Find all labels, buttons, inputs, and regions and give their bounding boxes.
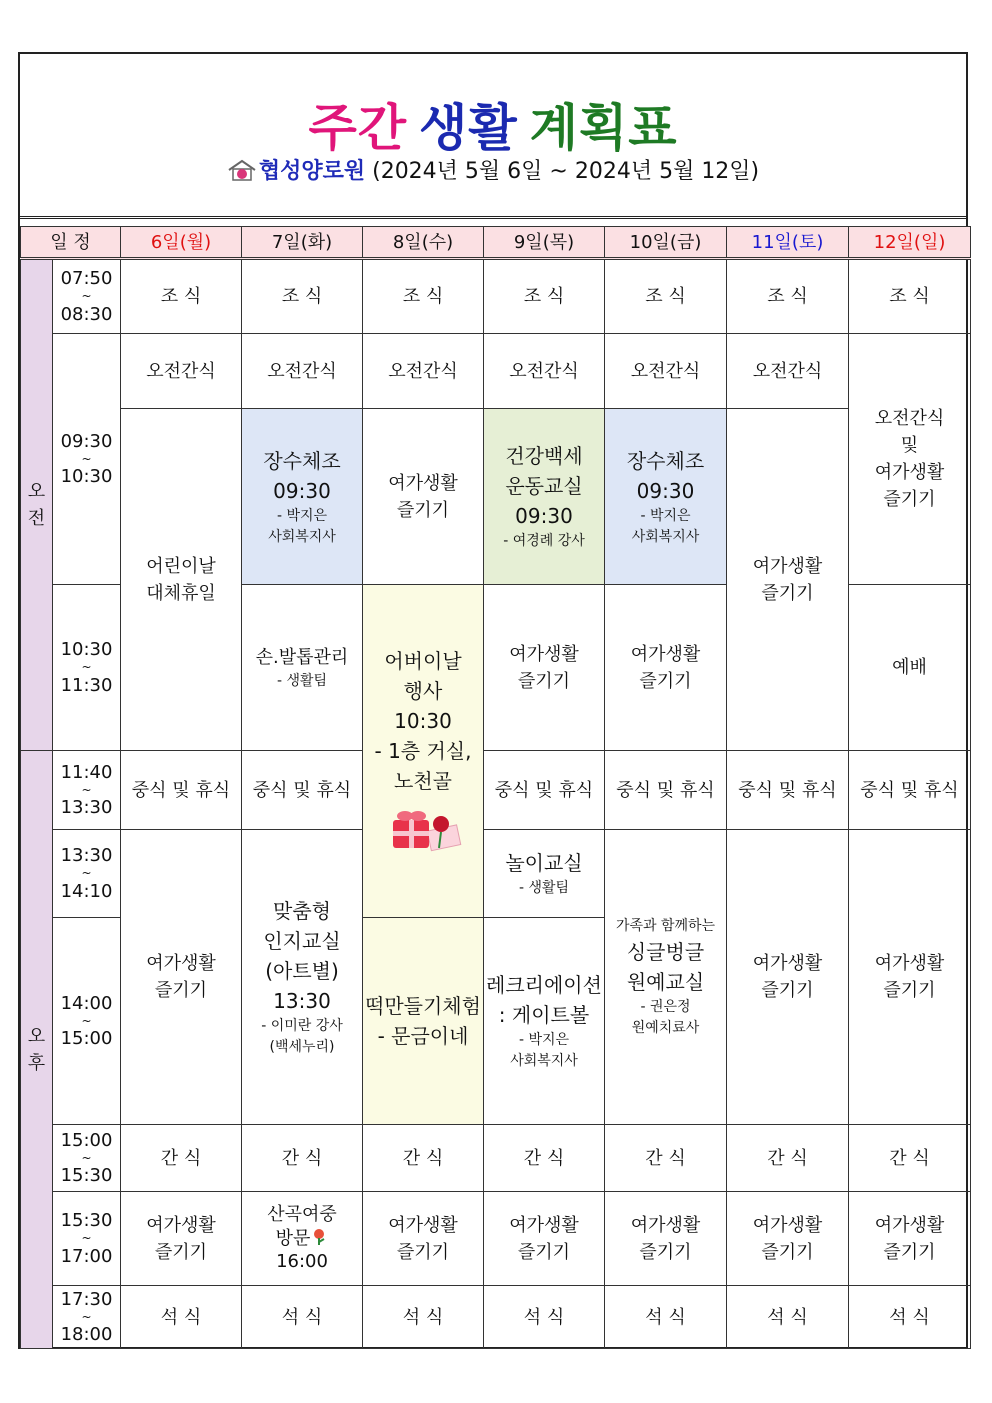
- day-fri: 10일(금): [605, 227, 727, 259]
- pm-snack-fri: 간 식: [605, 1125, 727, 1192]
- lunch-sat: 중식 및 휴식: [727, 751, 849, 830]
- am-snack-sat: 오전간식: [727, 334, 849, 409]
- leisure-mon-eve: 여가생활 즐기기: [121, 1192, 242, 1286]
- holiday-mon: 어린이날 대체휴일: [121, 409, 242, 751]
- breakfast-thu: 조 식: [484, 259, 605, 334]
- time-slot-5: 13:30 ~ 14:10: [53, 830, 121, 918]
- play-class-thu: 놀이교실 - 생활팀: [484, 830, 605, 918]
- time-slot-2: 09:30 ~ 10:30: [53, 334, 121, 585]
- breakfast-wed: 조 식: [363, 259, 484, 334]
- dinner-fri: 석 식: [605, 1286, 727, 1349]
- dinner-thu: 석 식: [484, 1286, 605, 1349]
- leisure-sun-pm: 여가생활 즐기기: [849, 830, 971, 1125]
- lunch-tue: 중식 및 휴식: [242, 751, 363, 830]
- nail-care-tue: 손.발톱관리 - 생활팀: [242, 585, 363, 751]
- dinner-sat: 석 식: [727, 1286, 849, 1349]
- day-sat: 11일(토): [727, 227, 849, 259]
- time-slot-9: 17:30 ~ 18:00: [53, 1286, 121, 1349]
- recreation-thu: 레크리에이션 : 게이트볼 - 박지은 사회복지사: [484, 918, 605, 1125]
- leisure-thu-eve: 여가생활 즐기기: [484, 1192, 605, 1286]
- leisure-sat-eve: 여가생활 즐기기: [727, 1192, 849, 1286]
- pm-snack-sat: 간 식: [727, 1125, 849, 1192]
- day-wed: 8일(수): [363, 227, 484, 259]
- lunch-sun: 중식 및 휴식: [849, 751, 971, 830]
- day-mon: 6일(월): [121, 227, 242, 259]
- time-slot-8: 15:30 ~ 17:00: [53, 1192, 121, 1286]
- title-area: [20, 54, 966, 219]
- pm-snack-wed: 간 식: [363, 1125, 484, 1192]
- school-visit-tue: 산곡여중 방문 16:00: [242, 1192, 363, 1286]
- period-range: (2024년 5월 6일 ~ 2024년 5월 12일): [372, 159, 760, 184]
- leisure-fri-am: 여가생활 즐기기: [605, 585, 727, 751]
- dinner-sun: 석 식: [849, 1286, 971, 1349]
- org-name: 협성양로원: [258, 159, 366, 184]
- lunch-thu: 중식 및 휴식: [484, 751, 605, 830]
- dinner-wed: 석 식: [363, 1286, 484, 1349]
- lunch-fri: 중식 및 휴식: [605, 751, 727, 830]
- lunch-mon: 중식 및 휴식: [121, 751, 242, 830]
- am-snack-thu: 오전간식: [484, 334, 605, 409]
- pm-snack-thu: 간 식: [484, 1125, 605, 1192]
- worship-sun: 예배: [849, 585, 971, 751]
- rice-cake-wed: 떡만들기체험 - 문금이네: [363, 918, 484, 1125]
- leisure-fri-eve: 여가생활 즐기기: [605, 1192, 727, 1286]
- flower-icon: [310, 1228, 328, 1246]
- day-tue: 7일(화): [242, 227, 363, 259]
- period-am: 오 전: [21, 259, 53, 751]
- pm-snack-tue: 간 식: [242, 1125, 363, 1192]
- home-heart-icon: [227, 159, 257, 181]
- time-slot-6: 14:00 ~ 15:00: [53, 918, 121, 1125]
- header-label: 일 정: [21, 227, 121, 259]
- leisure-wed-am: 여가생활 즐기기: [363, 409, 484, 585]
- pm-snack-sun: 간 식: [849, 1125, 971, 1192]
- am-snack-wed: 오전간식: [363, 334, 484, 409]
- header-row: [21, 227, 971, 259]
- leisure-sat-pm: 여가생활 즐기기: [727, 830, 849, 1125]
- breakfast-mon: 조 식: [121, 259, 242, 334]
- period-pm: 오 후: [21, 751, 53, 1349]
- schedule-frame: [18, 52, 968, 1349]
- leisure-mon-pm: 여가생활 즐기기: [121, 830, 242, 1125]
- breakfast-sun: 조 식: [849, 259, 971, 334]
- leisure-sat-am: 여가생활 즐기기: [727, 409, 849, 751]
- cognitive-class-tue: 맞춤형 인지교실 (아트별) 13:30 - 이미란 강사 (백세누리): [242, 830, 363, 1125]
- title-part-weekly: 주간: [308, 99, 408, 157]
- pm-snack-mon: 간 식: [121, 1125, 242, 1192]
- time-slot-7: 15:00 ~ 15:30: [53, 1125, 121, 1192]
- subtitle: [20, 154, 966, 185]
- dinner-tue: 석 식: [242, 1286, 363, 1349]
- am-snack-fri: 오전간식: [605, 334, 727, 409]
- am-snack-mon: 오전간식: [121, 334, 242, 409]
- time-slot-3: 10:30 ~ 11:30: [53, 585, 121, 751]
- dinner-mon: 석 식: [121, 1286, 242, 1349]
- title-part-plan: 계획표: [529, 99, 678, 157]
- gift-flower-icon: [383, 802, 463, 856]
- title-part-life: 생활: [419, 99, 518, 157]
- time-slot-4: 11:40 ~ 13:30: [53, 751, 121, 830]
- day-thu: 9일(목): [484, 227, 605, 259]
- day-sun: 12일(일): [849, 227, 971, 259]
- leisure-thu-am: 여가생활 즐기기: [484, 585, 605, 751]
- exercise-tue: 장수체조 09:30 - 박지은 사회복지사: [242, 409, 363, 585]
- health-class-thu: 건강백세 운동교실 09:30 - 여경례 강사: [484, 409, 605, 585]
- exercise-fri: 장수체조 09:30 - 박지은 사회복지사: [605, 409, 727, 585]
- breakfast-fri: 조 식: [605, 259, 727, 334]
- page-title: [20, 88, 966, 160]
- parents-day-event: 어버이날 행사 10:30 - 1층 거실, 노천골: [363, 585, 484, 918]
- schedule-table: [20, 226, 971, 1349]
- leisure-wed-eve: 여가생활 즐기기: [363, 1192, 484, 1286]
- am-snack-tue: 오전간식: [242, 334, 363, 409]
- breakfast-tue: 조 식: [242, 259, 363, 334]
- breakfast-sat: 조 식: [727, 259, 849, 334]
- leisure-sun-eve: 여가생활 즐기기: [849, 1192, 971, 1286]
- sun-am-activity: 오전간식 및 여가생활 즐기기: [849, 334, 971, 585]
- time-slot-1: 07:50 ~ 08:30: [53, 259, 121, 334]
- gardening-class-fri: 가족과 함께하는 싱글벙글 원예교실 - 권은정 원예치료사: [605, 830, 727, 1125]
